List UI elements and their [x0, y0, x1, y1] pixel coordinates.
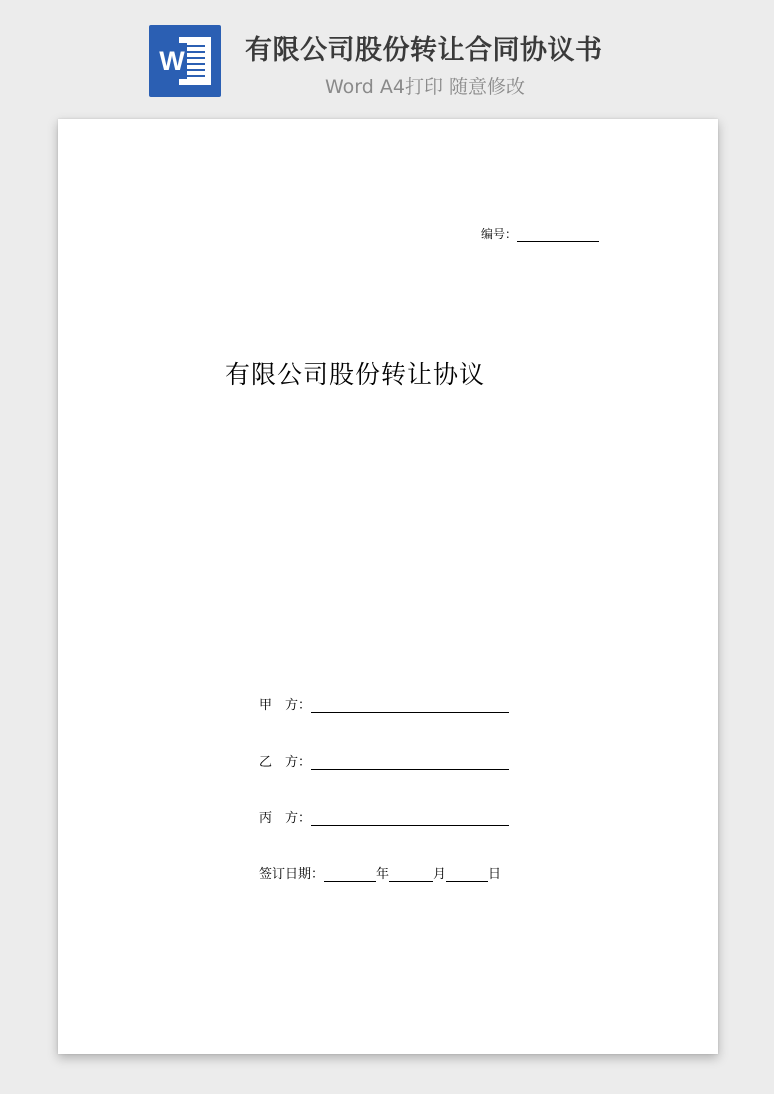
header-title: 有限公司股份转让合同协议书: [245, 35, 603, 66]
party-c-field: [259, 807, 509, 826]
party-b-blank: [311, 756, 509, 770]
party-a-label: 甲 方：: [259, 698, 312, 713]
header-subtitle: Word A4打印 随意修改: [325, 76, 526, 98]
party-c-label: 丙 方：: [259, 811, 312, 826]
party-a-blank: [311, 699, 509, 713]
party-a-field: [259, 694, 509, 713]
month-unit: 月: [433, 867, 447, 882]
preview-header: [0, 0, 774, 110]
signing-date-label: 签订日期：: [259, 867, 325, 882]
word-document-icon: [149, 25, 221, 97]
day-unit: 日: [488, 867, 502, 882]
document-number-label: 编号：: [481, 227, 518, 241]
signing-year-blank: [324, 868, 376, 882]
document-title: 有限公司股份转让协议: [224, 360, 485, 389]
party-c-blank: [311, 812, 509, 826]
signing-day-blank: [446, 868, 488, 882]
party-b-label: 乙 方：: [259, 755, 312, 770]
signing-date-field: [259, 863, 501, 882]
document-page: [58, 119, 718, 1054]
document-number-field: [481, 225, 599, 242]
party-b-field: [259, 751, 509, 770]
year-unit: 年: [376, 867, 390, 882]
document-number-blank: [517, 229, 599, 242]
signing-month-blank: [389, 868, 433, 882]
word-letter: W: [157, 43, 187, 79]
